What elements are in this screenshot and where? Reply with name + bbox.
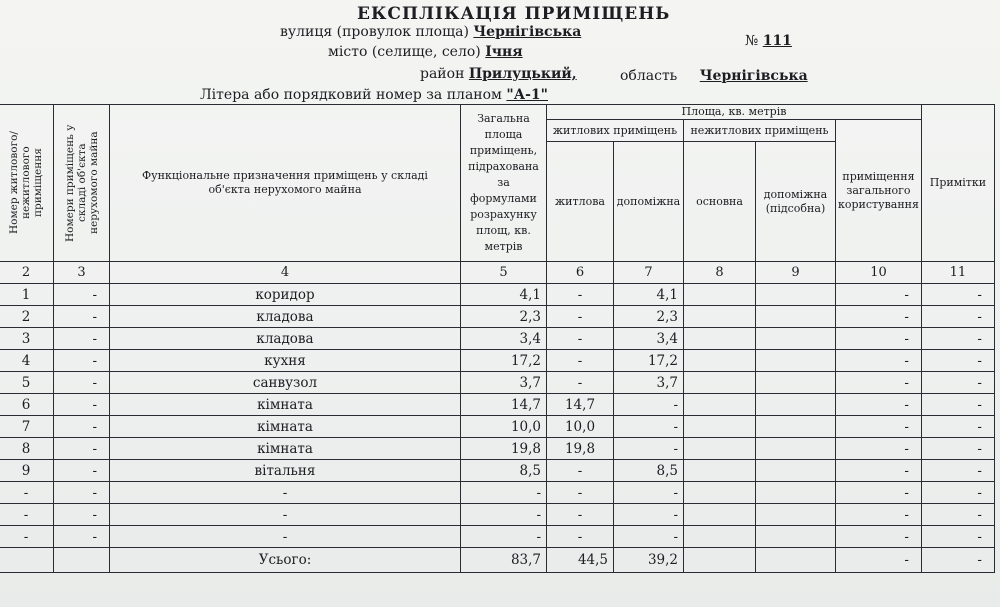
total-area-cell: 10,0: [461, 416, 547, 438]
aux-service-area-cell: [756, 394, 836, 416]
header-living: житлова: [547, 142, 614, 262]
letter-label: Літера або порядковий номер за планом: [200, 87, 502, 103]
street-label: вулиця (провулок площа): [280, 24, 469, 40]
property-number-cell: -: [54, 394, 110, 416]
total-area-cell: 2,3: [461, 306, 547, 328]
auxiliary-area-cell: -: [614, 504, 684, 526]
header-notes: Примітки: [921, 105, 994, 262]
total-area-cell: -: [461, 526, 547, 548]
region-line: [620, 68, 808, 84]
common-use-cell: -: [836, 416, 922, 438]
living-area-cell: -: [547, 306, 614, 328]
room-number-cell: 1: [0, 284, 54, 306]
region-label: область: [620, 68, 678, 84]
main-area-cell: [684, 306, 756, 328]
living-area-cell: -: [547, 284, 614, 306]
total-main: [684, 548, 756, 573]
room-number-cell: 9: [0, 460, 54, 482]
table-row: [0, 482, 994, 504]
room-purpose-cell: кімната: [110, 416, 461, 438]
column-number: 5: [461, 262, 547, 284]
room-purpose-cell: кімната: [110, 394, 461, 416]
column-number: 4: [110, 262, 461, 284]
aux-service-area-cell: [756, 482, 836, 504]
main-area-cell: [684, 460, 756, 482]
table-row: [0, 394, 994, 416]
number-label: №: [745, 33, 759, 49]
living-area-cell: 14,7: [547, 394, 614, 416]
city-line: [328, 44, 523, 60]
header-room-no: Номер житлового/нежитлового приміщення: [0, 105, 54, 262]
notes-cell: -: [921, 284, 994, 306]
common-use-cell: -: [836, 328, 922, 350]
column-number: 2: [0, 262, 54, 284]
room-purpose-cell: кладова: [110, 328, 461, 350]
table-row: [0, 504, 994, 526]
living-area-cell: -: [547, 526, 614, 548]
common-use-cell: -: [836, 438, 922, 460]
header-prop-no: Номери приміщень у складі об'єкта нерухомого майна: [54, 105, 110, 262]
number-line: [745, 33, 792, 49]
room-number-cell: -: [0, 504, 54, 526]
total-row: [0, 548, 994, 573]
main-area-cell: [684, 438, 756, 460]
common-use-cell: -: [836, 284, 922, 306]
total-area-cell: 17,2: [461, 350, 547, 372]
header-residential: житлових приміщень: [547, 120, 684, 142]
room-number-cell: 5: [0, 372, 54, 394]
room-purpose-cell: кухня: [110, 350, 461, 372]
main-area-cell: [684, 394, 756, 416]
total-living: 44,5: [547, 548, 614, 573]
room-purpose-cell: санвузол: [110, 372, 461, 394]
aux-service-area-cell: [756, 306, 836, 328]
property-number-cell: -: [54, 416, 110, 438]
table-row: [0, 526, 994, 548]
common-use-cell: -: [836, 350, 922, 372]
total-area-cell: 8,5: [461, 460, 547, 482]
total-area-cell: 14,7: [461, 394, 547, 416]
total-empty-cell: [54, 548, 110, 573]
property-number-cell: -: [54, 372, 110, 394]
auxiliary-area-cell: -: [614, 482, 684, 504]
aux-service-area-cell: [756, 350, 836, 372]
column-number: 9: [756, 262, 836, 284]
total-area-cell: -: [461, 482, 547, 504]
common-use-cell: -: [836, 504, 922, 526]
notes-cell: -: [921, 372, 994, 394]
total-area-cell: 3,7: [461, 372, 547, 394]
total-common-use: -: [836, 548, 922, 573]
header-aux-service: допоміжна (підсобна): [756, 142, 836, 262]
header-main: основна: [684, 142, 756, 262]
notes-cell: -: [921, 438, 994, 460]
column-number: 3: [54, 262, 110, 284]
table-row: [0, 416, 994, 438]
header-common-use: приміщення загального користування: [836, 120, 922, 262]
total-area-cell: 3,4: [461, 328, 547, 350]
total-empty-cell: [0, 548, 54, 573]
auxiliary-area-cell: -: [614, 394, 684, 416]
notes-cell: -: [921, 526, 994, 548]
living-area-cell: -: [547, 482, 614, 504]
column-number: 11: [921, 262, 994, 284]
region-value: Чернігівська: [699, 68, 808, 84]
total-area-cell: 19,8: [461, 438, 547, 460]
main-area-cell: [684, 284, 756, 306]
auxiliary-area-cell: -: [614, 416, 684, 438]
table-row: [0, 328, 994, 350]
auxiliary-area-cell: 8,5: [614, 460, 684, 482]
notes-cell: -: [921, 350, 994, 372]
common-use-cell: -: [836, 372, 922, 394]
column-number: 6: [547, 262, 614, 284]
common-use-cell: -: [836, 526, 922, 548]
room-number-cell: 7: [0, 416, 54, 438]
living-area-cell: -: [547, 328, 614, 350]
total-aux-service: [756, 548, 836, 573]
room-number-cell: 2: [0, 306, 54, 328]
header-purpose: Функціональне призначення приміщень у складі об'єкта нерухомого майна: [110, 105, 461, 262]
auxiliary-area-cell: -: [614, 438, 684, 460]
room-number-cell: -: [0, 482, 54, 504]
city-label: місто (селище, село): [328, 44, 481, 60]
room-purpose-cell: -: [110, 526, 461, 548]
aux-service-area-cell: [756, 416, 836, 438]
letter-line: [200, 87, 548, 103]
common-use-cell: -: [836, 482, 922, 504]
auxiliary-area-cell: 4,1: [614, 284, 684, 306]
common-use-cell: -: [836, 306, 922, 328]
notes-cell: -: [921, 328, 994, 350]
main-area-cell: [684, 482, 756, 504]
main-area-cell: [684, 328, 756, 350]
letter-value: "А-1": [506, 87, 548, 103]
common-use-cell: -: [836, 460, 922, 482]
main-area-cell: [684, 526, 756, 548]
notes-cell: -: [921, 416, 994, 438]
total-area-cell: -: [461, 504, 547, 526]
auxiliary-area-cell: 2,3: [614, 306, 684, 328]
notes-cell: -: [921, 482, 994, 504]
table-row: [0, 438, 994, 460]
property-number-cell: -: [54, 526, 110, 548]
street-value: Чернігівська: [473, 24, 582, 40]
auxiliary-area-cell: 3,7: [614, 372, 684, 394]
city-value: Ічня: [485, 44, 523, 60]
column-number: 10: [836, 262, 922, 284]
property-number-cell: -: [54, 482, 110, 504]
total-auxiliary: 39,2: [614, 548, 684, 573]
room-purpose-cell: кладова: [110, 306, 461, 328]
property-number-cell: -: [54, 284, 110, 306]
district-label: район: [420, 66, 465, 82]
room-purpose-cell: -: [110, 504, 461, 526]
room-purpose-cell: вітальня: [110, 460, 461, 482]
main-area-cell: [684, 372, 756, 394]
aux-service-area-cell: [756, 372, 836, 394]
district-line: [420, 66, 577, 82]
room-number-cell: 8: [0, 438, 54, 460]
total-notes: -: [921, 548, 994, 573]
main-area-cell: [684, 350, 756, 372]
total-sum: 83,7: [461, 548, 547, 573]
property-number-cell: -: [54, 504, 110, 526]
table-row: [0, 350, 994, 372]
total-label: Усього:: [110, 548, 461, 573]
notes-cell: -: [921, 504, 994, 526]
living-area-cell: -: [547, 350, 614, 372]
living-area-cell: 19,8: [547, 438, 614, 460]
document-title: ЕКСПЛІКАЦІЯ ПРИМІЩЕНЬ: [357, 4, 671, 24]
aux-service-area-cell: [756, 328, 836, 350]
main-area-cell: [684, 504, 756, 526]
main-area-cell: [684, 416, 756, 438]
room-purpose-cell: коридор: [110, 284, 461, 306]
table-row: [0, 284, 994, 306]
column-number-row: [0, 262, 994, 284]
column-number: 8: [684, 262, 756, 284]
header-auxiliary: допоміжна: [614, 142, 684, 262]
table-row: [0, 460, 994, 482]
auxiliary-area-cell: 17,2: [614, 350, 684, 372]
room-purpose-cell: -: [110, 482, 461, 504]
notes-cell: -: [921, 460, 994, 482]
table-row: [0, 372, 994, 394]
district-value: Прилуцький,: [468, 66, 577, 82]
total-area-cell: 4,1: [461, 284, 547, 306]
aux-service-area-cell: [756, 504, 836, 526]
header-area-group: Площа, кв. метрів: [547, 105, 922, 120]
street-line: [280, 24, 581, 40]
auxiliary-area-cell: -: [614, 526, 684, 548]
property-number-cell: -: [54, 460, 110, 482]
notes-cell: -: [921, 394, 994, 416]
property-number-cell: -: [54, 328, 110, 350]
aux-service-area-cell: [756, 460, 836, 482]
room-number-cell: 3: [0, 328, 54, 350]
header-total-area: Загальна площа приміщень, підрахована за формулами розрахунку площ, кв. метрів: [461, 105, 547, 262]
notes-cell: -: [921, 306, 994, 328]
common-use-cell: -: [836, 394, 922, 416]
property-number-cell: -: [54, 438, 110, 460]
aux-service-area-cell: [756, 526, 836, 548]
table-row: [0, 306, 994, 328]
aux-service-area-cell: [756, 284, 836, 306]
room-purpose-cell: кімната: [110, 438, 461, 460]
living-area-cell: -: [547, 372, 614, 394]
living-area-cell: 10,0: [547, 416, 614, 438]
property-number-cell: -: [54, 306, 110, 328]
room-number-cell: 6: [0, 394, 54, 416]
auxiliary-area-cell: 3,4: [614, 328, 684, 350]
property-number-cell: -: [54, 350, 110, 372]
living-area-cell: -: [547, 504, 614, 526]
column-number: 7: [614, 262, 684, 284]
header-nonresidential: нежитлових приміщень: [684, 120, 836, 142]
living-area-cell: -: [547, 460, 614, 482]
room-number-cell: -: [0, 526, 54, 548]
explication-table: [0, 104, 995, 573]
room-number-cell: 4: [0, 350, 54, 372]
aux-service-area-cell: [756, 438, 836, 460]
number-value: 111: [762, 33, 792, 49]
